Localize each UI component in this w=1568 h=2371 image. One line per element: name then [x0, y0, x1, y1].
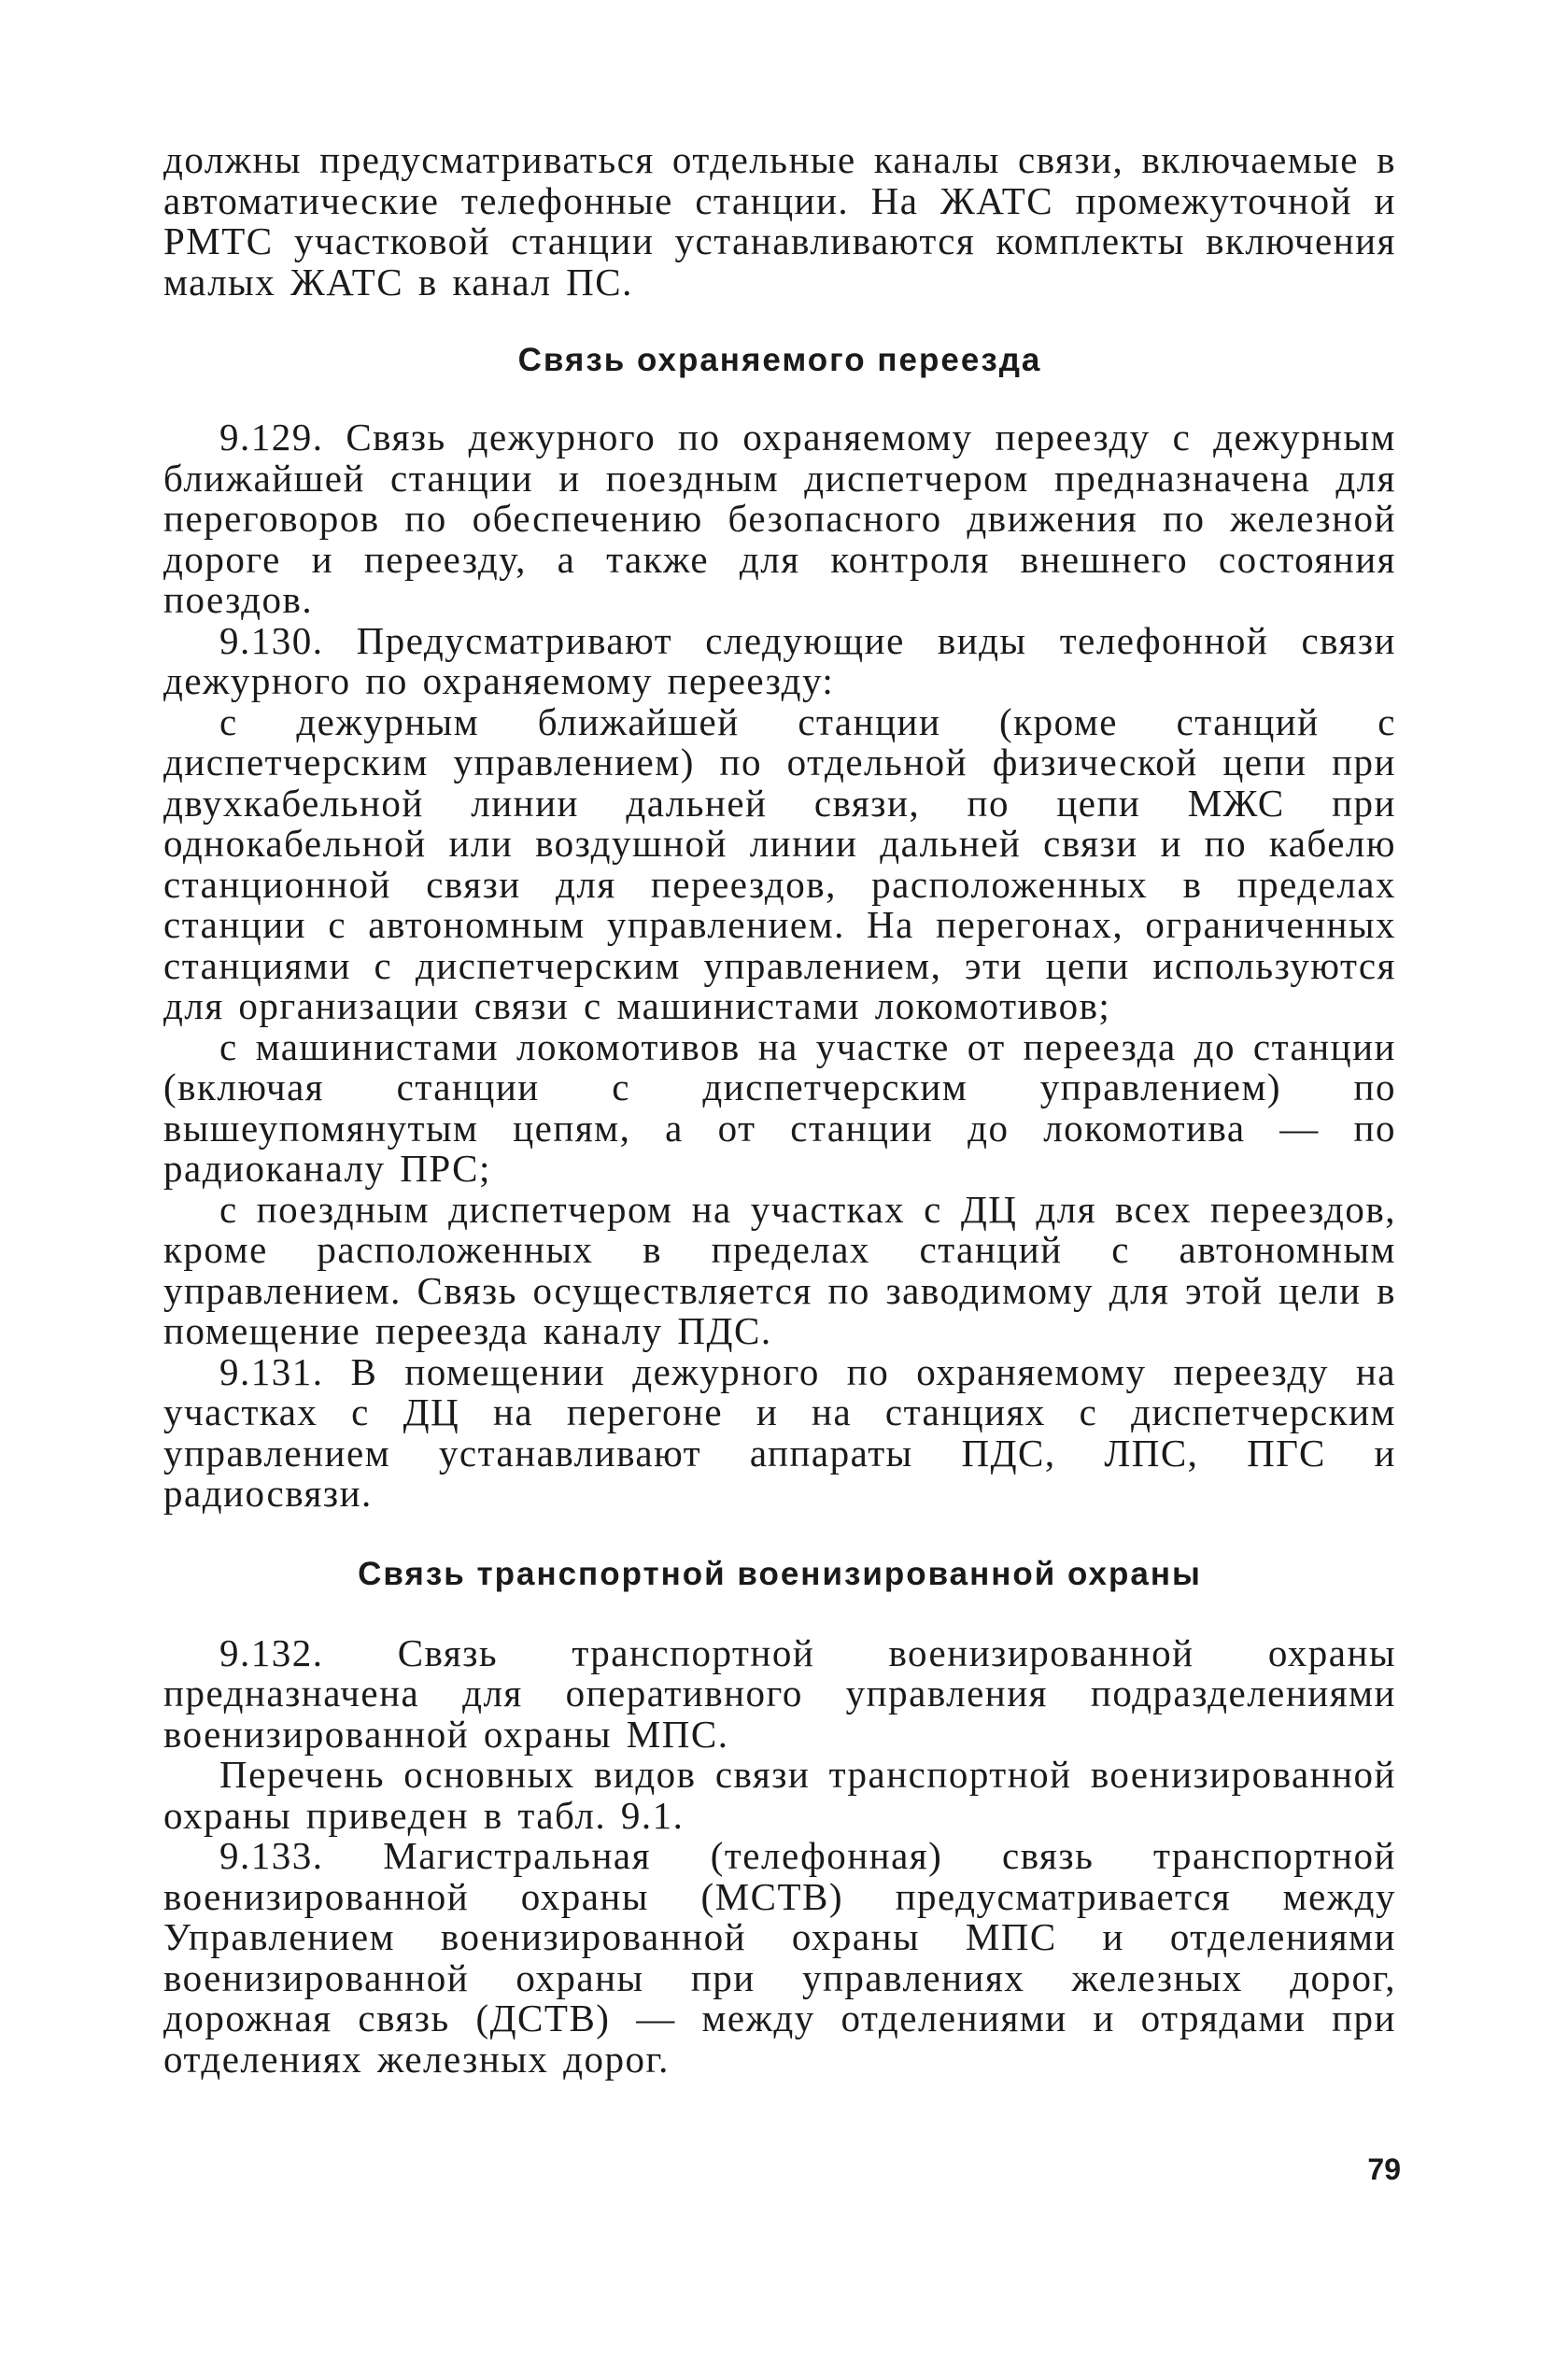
- paragraph-table-reference: Перечень основных видов связи транспортной военизированной охраны приведен в табл. 9.1.: [163, 1753, 1396, 1837]
- paragraph-9-129: 9.129. Связь дежурного по охраняемому переезду с дежурным ближайшей станции и поездным диспетчером предназначена для переговоров по обеспечению безопасного движения по железной дороге и переезду, а также для контроля внешнего состояния поездов.: [163, 416, 1396, 621]
- section-heading-guard: Связь транспортной военизированной охраны: [358, 1555, 1202, 1592]
- list-item-station-duty: с дежурным ближайшей станции (кроме станций с диспетчерским управлением) по отдельной физической цепи при двухкабельной линии дальней связи, по цепи МЖС при однокабельной или воздушной линии дальней связи и по кабелю станционной связи для переездов, расположенных в пределах станции с автономным управлением. На перегонах, ограниченных станциями с диспетчерским управлением, эти цепи используются для организации связи с машинистами локомотивов;: [163, 699, 1396, 1027]
- paragraph-continuation: должны предусматриваться отдельные каналы связи, включаемые в автоматические телефонные станции. На ЖАТС промежуточной и РМТС участковой станции устанавливаются комплекты включения малых ЖАТС в канал ПС.: [163, 138, 1396, 303]
- section-heading-crossing: Связь охраняемого переезда: [517, 342, 1042, 378]
- list-item-locomotive-drivers: с машинистами локомотивов на участке от переезда до станции (включая станции с диспетчерским управлением) по вышеупомянутым цепям, а от станции до локомотива — по радиоканалу ПРС;: [163, 1024, 1396, 1190]
- list-item-train-dispatcher: с поездным диспетчером на участках с ДЦ для всех переездов, кроме расположенных в пределах станций с автономным управлением. Связь осуществляется по заводимому для этой цели в помещение переезда каналу ПДС.: [163, 1187, 1396, 1352]
- paragraph-9-131: 9.131. В помещении дежурного по охраняемому переезду на участках с ДЦ на перегоне и на станциях с диспетчерским управлением устанавливают аппараты ПДС, ЛПС, ПГС и радиосвязи.: [163, 1349, 1396, 1515]
- paragraph-9-133: 9.133. Магистральная (телефонная) связь транспортной военизированной охраны (МСТВ) предусматривается между Управлением военизированной охраны МПС и отделениями военизированной охраны при управлениях железных дорог, дорожная связь (ДСТВ) — между отделениями и отрядами при отделениях железных дорог.: [163, 1834, 1396, 2081]
- paragraph-9-132: 9.132. Связь транспортной военизированной охраны предназначена для оперативного управления подразделениями военизированной охраны МПС.: [163, 1630, 1396, 1756]
- page-number: 79: [1367, 2152, 1401, 2186]
- paragraph-9-130: 9.130. Предусматривают следующие виды телефонной связи дежурного по охраняемому переезду:: [163, 618, 1396, 702]
- page-body: [163, 140, 1396, 2080]
